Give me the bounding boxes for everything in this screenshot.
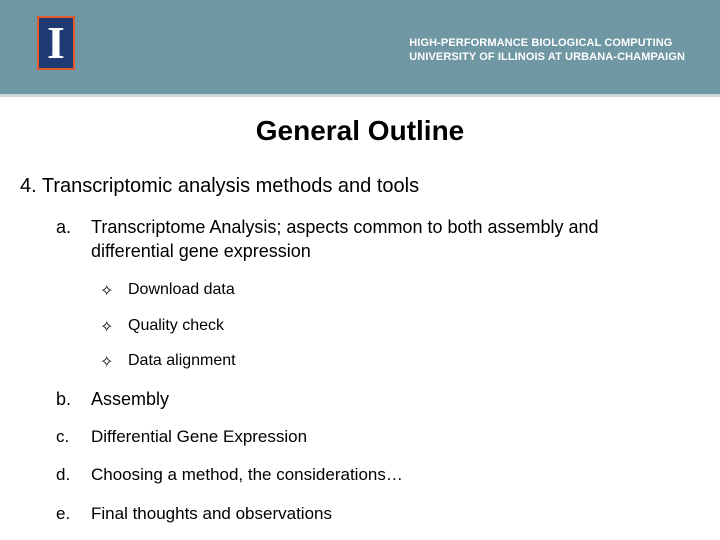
university-logo	[37, 16, 75, 70]
star-bullet-icon: ✧	[100, 319, 114, 336]
subitem-text: Data alignment	[128, 352, 236, 369]
star-bullet-icon: ✧	[100, 354, 114, 371]
subitem-text: Download data	[128, 281, 235, 298]
header-band	[0, 0, 720, 94]
main-point: 4. Transcriptomic analysis methods and tools	[20, 175, 420, 197]
logo-letter: I	[47, 17, 65, 68]
item-text: Transcriptome Analysis; aspects common to both assembly and differential gene expression	[91, 217, 599, 261]
institution-name	[409, 36, 685, 64]
item-marker: a.	[56, 217, 72, 237]
header-divider	[0, 94, 720, 97]
item-text: Assembly	[91, 389, 170, 409]
slide-title: General Outline	[255, 115, 465, 146]
item-text: Differential Gene Expression	[91, 427, 308, 446]
subitem-text: Quality check	[128, 317, 225, 334]
item-text: Final thoughts and observations	[91, 504, 332, 523]
item-marker: c.	[56, 427, 70, 446]
item-marker: b.	[56, 389, 72, 409]
institution-line-2: UNIVERSITY OF ILLINOIS AT URBANA-CHAMPAIGN	[409, 51, 685, 63]
item-marker: e.	[56, 504, 71, 523]
star-bullet-icon: ✧	[100, 283, 114, 300]
institution-line-1: HIGH-PERFORMANCE BIOLOGICAL COMPUTING	[409, 37, 673, 49]
item-text: Choosing a method, the considerations…	[91, 465, 403, 484]
item-marker: d.	[56, 465, 71, 484]
